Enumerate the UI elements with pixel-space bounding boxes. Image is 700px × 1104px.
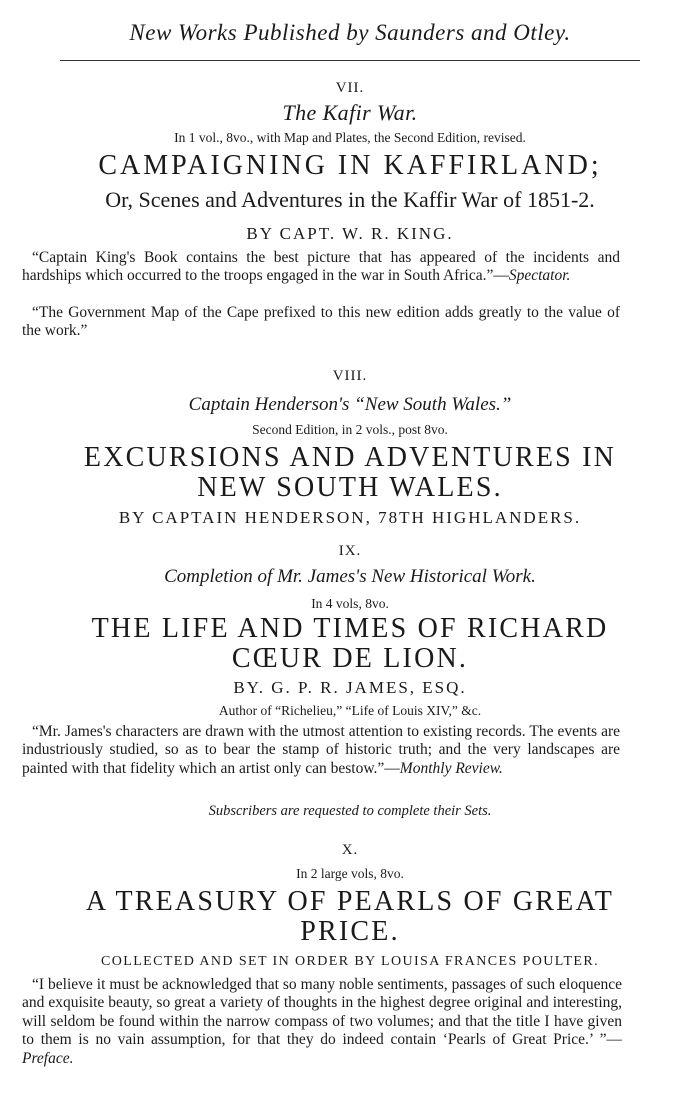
- section-subtitle: The Kafir War.: [282, 100, 418, 125]
- book-alt-title: Or, Scenes and Adventures in the Kaffir War of 1851-2.: [105, 187, 595, 212]
- review-quote: [22, 249, 620, 286]
- review-source: Monthly Review.: [399, 759, 503, 777]
- author-line: COLLECTED AND SET IN ORDER BY LOUISA FRANCES POULTER.: [101, 954, 599, 969]
- section-numeral: IX.: [338, 543, 362, 559]
- header-rule: [60, 60, 640, 61]
- section-numeral: VIII.: [332, 368, 368, 384]
- section-numeral: VII.: [335, 80, 365, 96]
- review-source: Preface.: [22, 1049, 74, 1067]
- book-title: CŒUR DE LION.: [231, 643, 469, 674]
- section-subtitle: Captain Henderson's “New South Wales.”: [188, 394, 512, 415]
- review-source: Spectator.: [508, 267, 571, 285]
- book-title: CAMPAIGNING IN KAFFIRLAND;: [98, 150, 602, 181]
- section-numeral: X.: [341, 842, 359, 858]
- book-title: THE LIFE AND TIMES OF RICHARD: [91, 613, 609, 644]
- review-text: “I believe it must be acknowledged that so many noble sentiments, passages of such eloquence and exquisite beauty, so great a variety of thoughts in the highest degree original and interesting, will seldom be found within the narrow compass of two volumes; and that the title I have given to them is no vain assumption, for that they do indeed contain ‘Pearls of Great Price.’ ”—: [22, 976, 622, 1049]
- book-title: EXCURSIONS AND ADVENTURES IN: [83, 442, 617, 473]
- author-line: BY. G. P. R. JAMES, ESQ.: [233, 678, 467, 697]
- book-title: A TREASURY OF PEARLS OF GREAT: [85, 886, 615, 917]
- author-line: BY CAPT. W. R. KING.: [246, 224, 454, 243]
- review-text: “Captain King's Book contains the best picture that has appeared of the incidents and hardships which occurred to the troops engaged in the war in South Africa.”—: [22, 249, 620, 285]
- edition-line: Second Edition, in 2 vols., post 8vo.: [252, 422, 448, 437]
- section-subtitle: Completion of Mr. James's New Historical Work.: [164, 566, 536, 587]
- review-text: “The Government Map of the Cape prefixed to this new edition adds greatly to the value of the work.”: [22, 304, 620, 340]
- review-text: “Mr. James's characters are drawn with the utmost attention to existing records. The events are industriously studied, so as to bear the stamp of historic truth; and the very landscapes are painted with that fidelity which an artist only can bestow.”—: [22, 723, 620, 777]
- edition-line: In 1 vol., 8vo., with Map and Plates, the Second Edition, revised.: [174, 130, 526, 145]
- author-note: Author of “Richelieu,” “Life of Louis XIV,” &c.: [218, 703, 482, 718]
- author-line: BY CAPTAIN HENDERSON, 78TH HIGHLANDERS.: [118, 508, 582, 527]
- edition-line: In 2 large vols, 8vo.: [296, 866, 404, 881]
- page-header: New Works Published by Saunders and Otley.: [129, 20, 571, 45]
- subscribers-note: Subscribers are requested to complete their Sets.: [208, 803, 492, 819]
- edition-line: In 4 vols, 8vo.: [311, 596, 389, 611]
- book-title: PRICE.: [300, 916, 400, 947]
- book-title: NEW SOUTH WALES.: [197, 472, 503, 503]
- review-quote: [22, 976, 622, 1068]
- review-quote: [22, 723, 620, 778]
- review-quote: [22, 304, 620, 341]
